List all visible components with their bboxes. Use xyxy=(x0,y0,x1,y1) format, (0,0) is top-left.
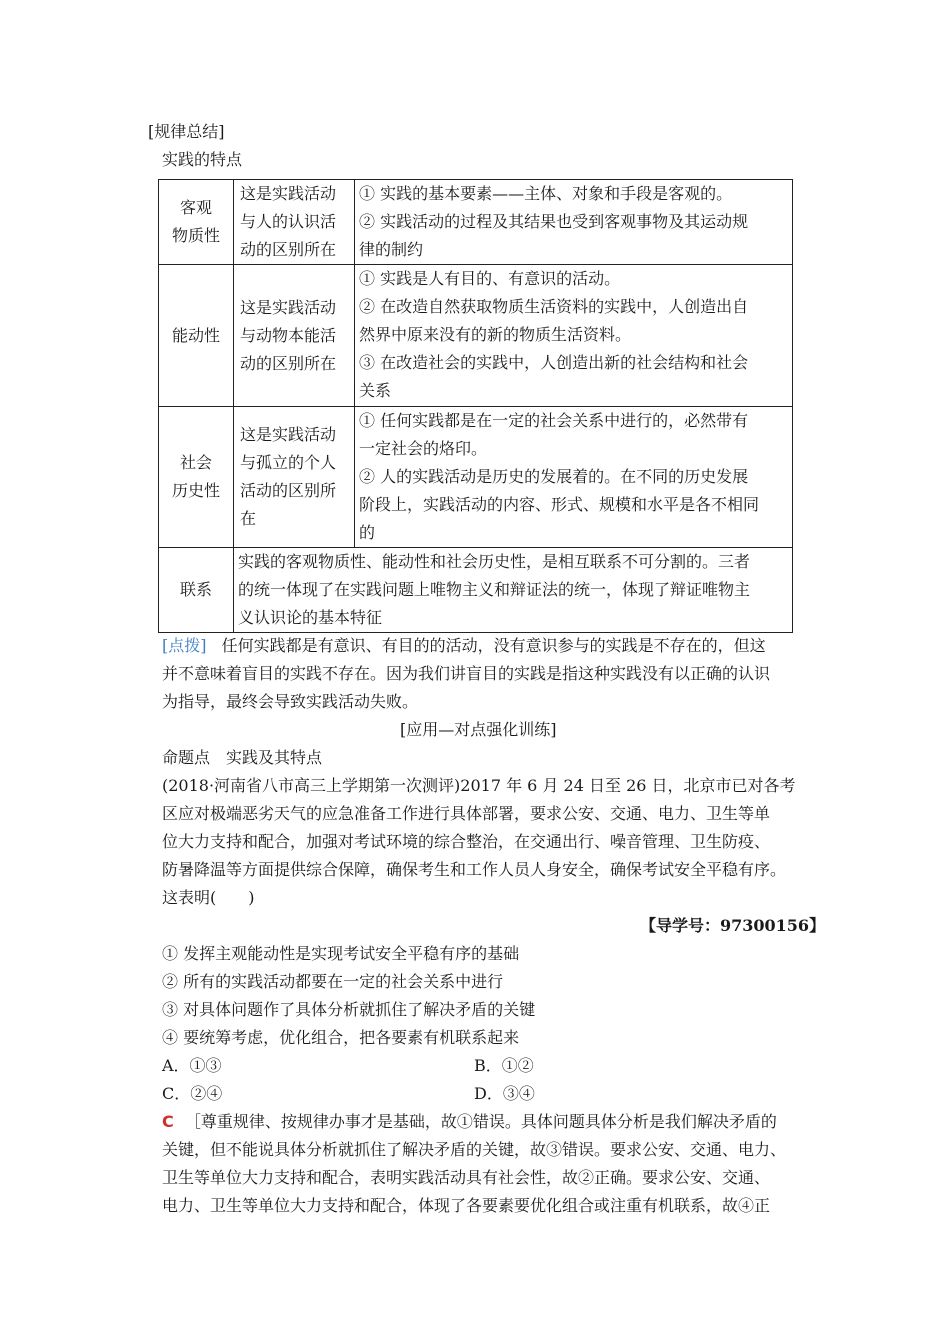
guide-number: 【导学号：97300156】 xyxy=(640,916,826,935)
tip-line: 任何实践都是有意识、有目的的活动，没有意识参与的实践是不存在的，但这 xyxy=(221,636,766,655)
question-line: 这表明( ) xyxy=(162,888,255,907)
question-line: (2018·河南省八市高三上学期第一次测评)2017 年 6 月 24 日至 26 日，北京市已对各考 xyxy=(162,776,796,795)
option-b: B．①② xyxy=(474,1056,534,1075)
row-detail-cell xyxy=(355,407,793,548)
answer-first-line xyxy=(162,1108,777,1136)
row-name-line: 能动性 xyxy=(171,325,220,345)
relation-line: 义认识论的基本特征 xyxy=(238,608,383,627)
question-line: 区应对极端恶劣天气的应急准备工作进行具体部署，要求公安、交通、电力、卫生等单 xyxy=(162,804,771,823)
answer-line: 关键，但不能说具体分析就抓住了解决矛盾的关键，故③错误。要求公安、交通、电力、 xyxy=(162,1140,787,1159)
row-desc-line: 与孤立的个人 xyxy=(240,453,337,472)
row-detail-line: 律的制约 xyxy=(359,240,424,259)
relation-detail-cell xyxy=(234,548,793,633)
table-row xyxy=(159,407,793,548)
row-desc-line: 动的区别所在 xyxy=(240,353,337,373)
row-detail-line: 一定社会的烙印。 xyxy=(359,439,488,458)
tip-label: [点拨] xyxy=(162,636,207,655)
statement-item: ② 所有的实践活动都要在一定的社会关系中进行 xyxy=(162,972,504,991)
row-desc-line: 这是实践活动 xyxy=(240,425,337,444)
tip-line: 并不意味着盲目的实践不存在。因为我们讲盲目的实践是指这种实践没有以正确的认识 xyxy=(162,664,771,683)
practice-features-table xyxy=(158,179,793,633)
row-detail-line: ① 实践是人有目的、有意识的活动。 xyxy=(359,269,621,288)
row-desc-line: 这是实践活动 xyxy=(240,297,337,317)
answer-line: 卫生等单位大力支持和配合，表明实践活动具有社会性，故②正确。要求公安、交通、 xyxy=(162,1168,771,1187)
row-name-line: 历史性 xyxy=(171,481,220,500)
row-desc-line: 动的区别所在 xyxy=(240,240,337,259)
row-name-cell xyxy=(159,180,234,265)
relation-name-cell xyxy=(159,548,234,633)
topic-line: 命题点 实践及其特点 xyxy=(162,748,323,767)
practice-heading: [应用—对点强化训练] xyxy=(400,720,557,739)
question-line: 防暑降温等方面提供综合保障，确保考生和工作人员人身安全，确保考试安全平稳有序。 xyxy=(162,860,787,879)
option-c: C．②④ xyxy=(162,1084,223,1103)
row-detail-line: ② 在改造自然获取物质生活资料的实践中，人创造出自 xyxy=(359,297,749,316)
option-a: A．①③ xyxy=(162,1056,222,1075)
row-detail-cell xyxy=(355,265,793,407)
row-name-line: 客观 xyxy=(179,198,212,217)
relation-name: 联系 xyxy=(179,580,212,599)
page-subtitle: 实践的特点 xyxy=(162,150,243,169)
table-row-relation xyxy=(159,548,793,633)
row-desc-line: 活动的区别所 xyxy=(240,481,337,500)
tip-first-line xyxy=(162,632,766,660)
row-name-line: 物质性 xyxy=(171,226,220,245)
row-desc-cell xyxy=(234,265,355,407)
statement-item: ③ 对具体问题作了具体分析就抓住了解决矛盾的关键 xyxy=(162,1000,536,1019)
table-row xyxy=(159,180,793,265)
row-detail-line: ② 实践活动的过程及其结果也受到客观事物及其运动规 xyxy=(359,212,749,231)
relation-line: 的统一体现了在实践问题上唯物主义和辩证法的统一，体现了辩证唯物主 xyxy=(238,580,751,599)
row-desc-line: 在 xyxy=(240,509,257,528)
row-detail-line: 的 xyxy=(359,523,376,542)
table-row xyxy=(159,265,793,407)
row-name-cell xyxy=(159,265,234,407)
section-label: [规律总结] xyxy=(148,122,225,141)
row-detail-line: 阶段上，实践活动的内容、形式、规模和水平是各不相同 xyxy=(359,495,760,514)
option-d: D．③④ xyxy=(474,1084,535,1103)
row-name-cell xyxy=(159,407,234,548)
row-detail-line: ① 实践的基本要素——主体、对象和手段是客观的。 xyxy=(359,184,733,203)
statement-item: ④ 要统筹考虑，优化组合，把各要素有机联系起来 xyxy=(162,1028,520,1047)
row-detail-line: ③ 在改造社会的实践中，人创造出新的社会结构和社会 xyxy=(359,353,749,372)
row-detail-line: ① 任何实践都是在一定的社会关系中进行的，必然带有 xyxy=(359,411,749,430)
row-desc-line: 与动物本能活 xyxy=(240,325,337,345)
answer-line: ［尊重规律、按规律办事才是基础，故①错误。具体问题具体分析是我们解决矛盾的 xyxy=(184,1112,777,1131)
statement-item: ① 发挥主观能动性是实现考试安全平稳有序的基础 xyxy=(162,944,520,963)
row-detail-line: ② 人的实践活动是历史的发展着的。在不同的历史发展 xyxy=(359,467,749,486)
question-line: 位大力支持和配合，加强对考试环境的综合整治，在交通出行、噪音管理、卫生防疫、 xyxy=(162,832,771,851)
row-desc-cell xyxy=(234,407,355,548)
answer-letter: C xyxy=(162,1112,174,1131)
row-detail-cell xyxy=(355,180,793,265)
answer-line: 电力、卫生等单位大力支持和配合，体现了各要素要优化组合或注重有机联系，故④正 xyxy=(162,1196,771,1215)
row-desc-cell xyxy=(234,180,355,265)
row-name-line: 社会 xyxy=(179,453,212,472)
row-detail-line: 然界中原来没有的新的物质生活资料。 xyxy=(359,325,632,344)
row-desc-line: 与人的认识活 xyxy=(240,212,337,231)
row-desc-line: 这是实践活动 xyxy=(240,184,337,203)
relation-line: 实践的客观物质性、能动性和社会历史性，是相互联系不可分割的。三者 xyxy=(238,552,751,571)
row-detail-line: 关系 xyxy=(359,381,392,400)
tip-line: 为指导，最终会导致实践活动失败。 xyxy=(162,692,419,711)
